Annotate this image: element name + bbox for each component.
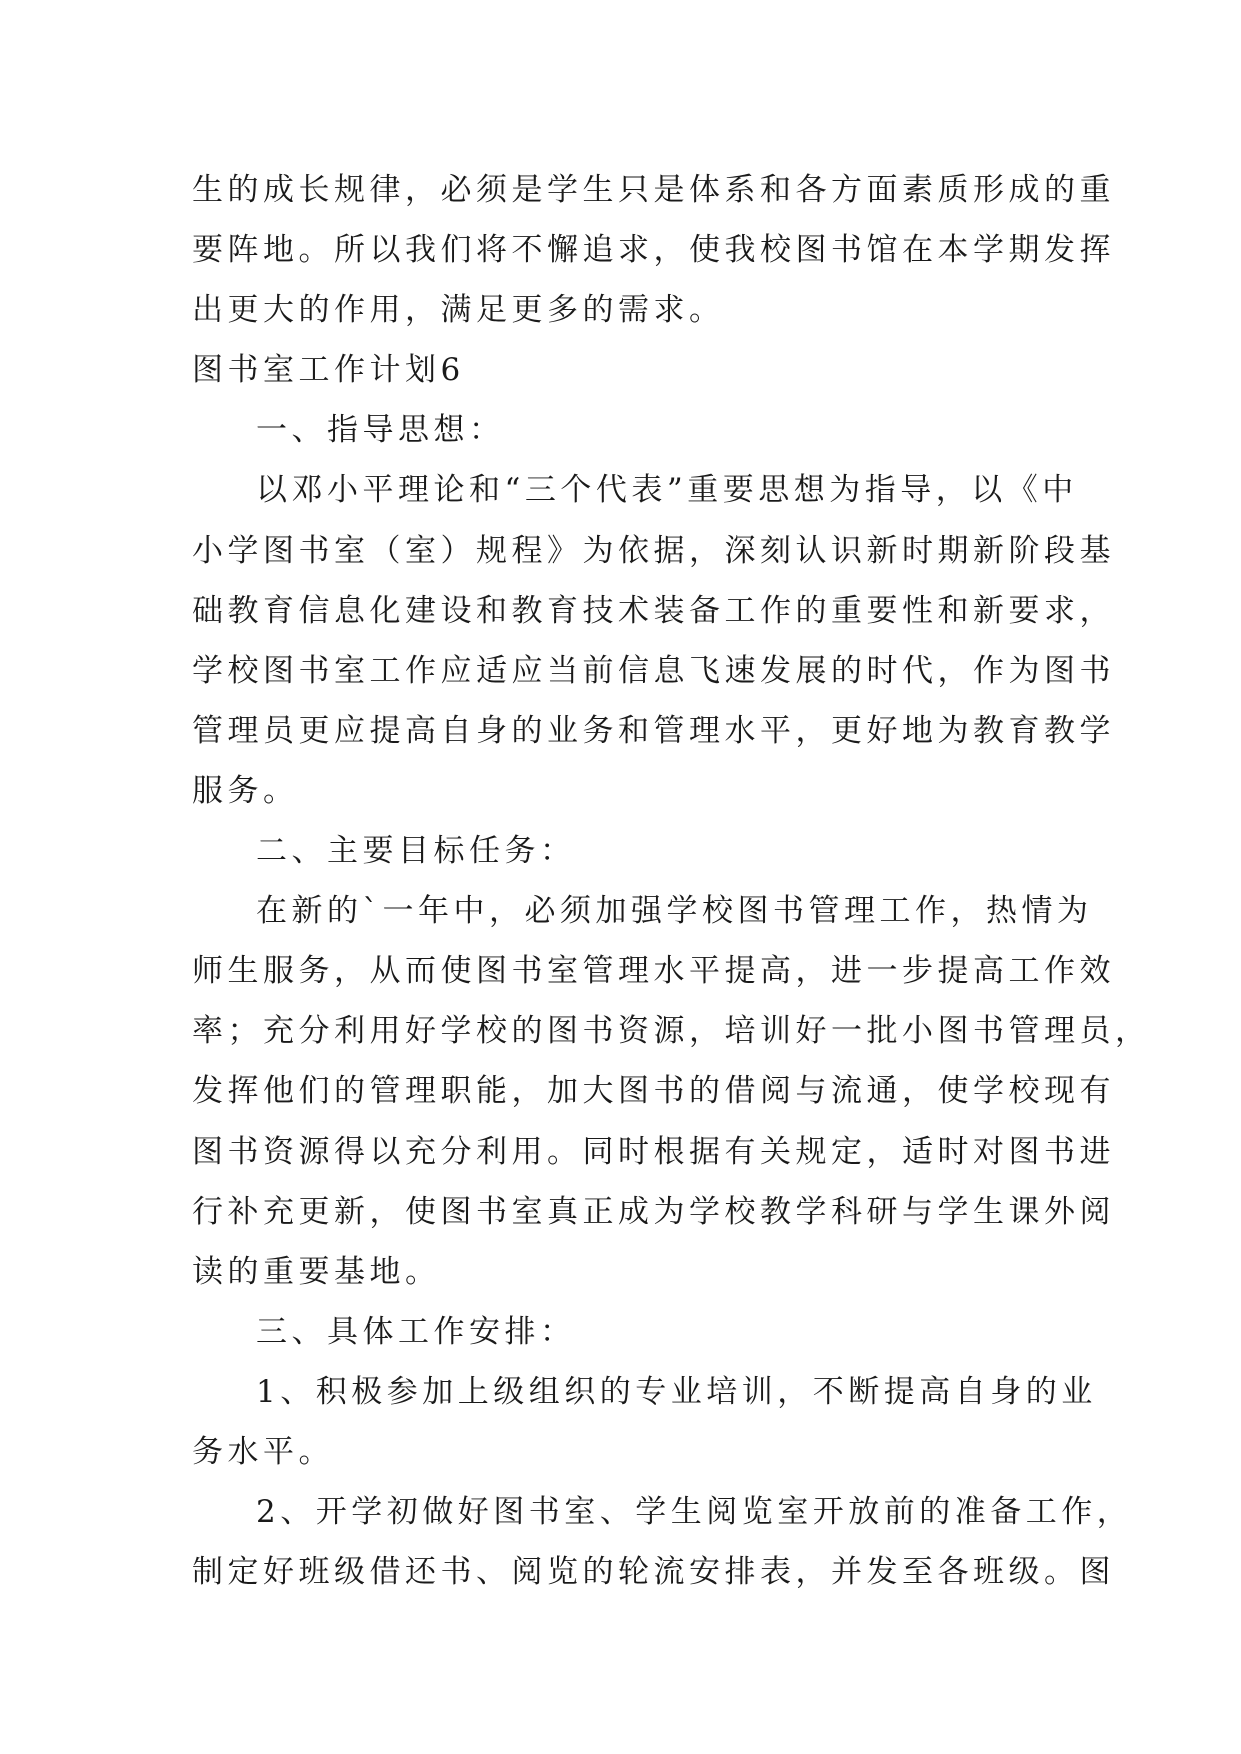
list-item: 1、积极参加上级组织的专业培训，不断提高自身的业: [256, 1373, 1097, 1410]
text-line: 出更大的作用，满足更多的需求。: [192, 292, 725, 329]
text-line: 础教育信息化建设和教育技术装备工作的重要性和新要求，: [192, 592, 1115, 629]
text-line: 率；充分利用好学校的图书资源，培训好一批小图书管理员，: [192, 1013, 1151, 1050]
text-line: 要阵地。所以我们将不懈追求，使我校图书馆在本学期发挥: [192, 232, 1115, 269]
heading-guiding-ideology: 一、指导思想：: [256, 412, 505, 449]
text-line: 学校图书室工作应适应当前信息飞速发展的时代，作为图书: [192, 652, 1115, 689]
text-line: 生的成长规律，必须是学生只是体系和各方面素质形成的重: [192, 172, 1115, 208]
heading-work-arrangement: 三、具体工作安排：: [256, 1313, 576, 1350]
text-line: 服务。: [192, 772, 299, 809]
text-line: 图书资源得以充分利用。同时根据有关规定，适时对图书进: [192, 1133, 1115, 1170]
text-line: 行补充更新，使图书室真正成为学校教学科研与学生课外阅: [192, 1193, 1115, 1230]
list-item: 2、开学初做好图书室、学生阅览室开放前的准备工作，: [256, 1494, 1133, 1531]
text-line: 发挥他们的管理职能，加大图书的借阅与流通，使学校现有: [192, 1073, 1115, 1110]
text-line: 管理员更应提高自身的业务和管理水平，更好地为教育教学: [192, 712, 1115, 749]
text-line: 在新的`一年中，必须加强学校图书管理工作，热情为: [256, 893, 1093, 930]
text-line: 读的重要基地。: [192, 1253, 441, 1290]
heading-main-goals: 二、主要目标任务：: [256, 833, 576, 870]
text-line: 以邓小平理论和“三个代表”重要思想为指导，以《中: [256, 472, 1078, 509]
text-line: 师生服务，从而使图书室管理水平提高，进一步提高工作效: [192, 953, 1115, 990]
section-title: 图书室工作计划6: [192, 352, 465, 389]
text-line: 制定好班级借还书、阅览的轮流安排表，并发至各班级。图: [192, 1554, 1115, 1591]
text-line: 小学图书室（室）规程》为依据，深刻认识新时期新阶段基: [192, 532, 1115, 569]
text-line: 务水平。: [192, 1433, 334, 1470]
document-body: [192, 160, 1151, 1602]
